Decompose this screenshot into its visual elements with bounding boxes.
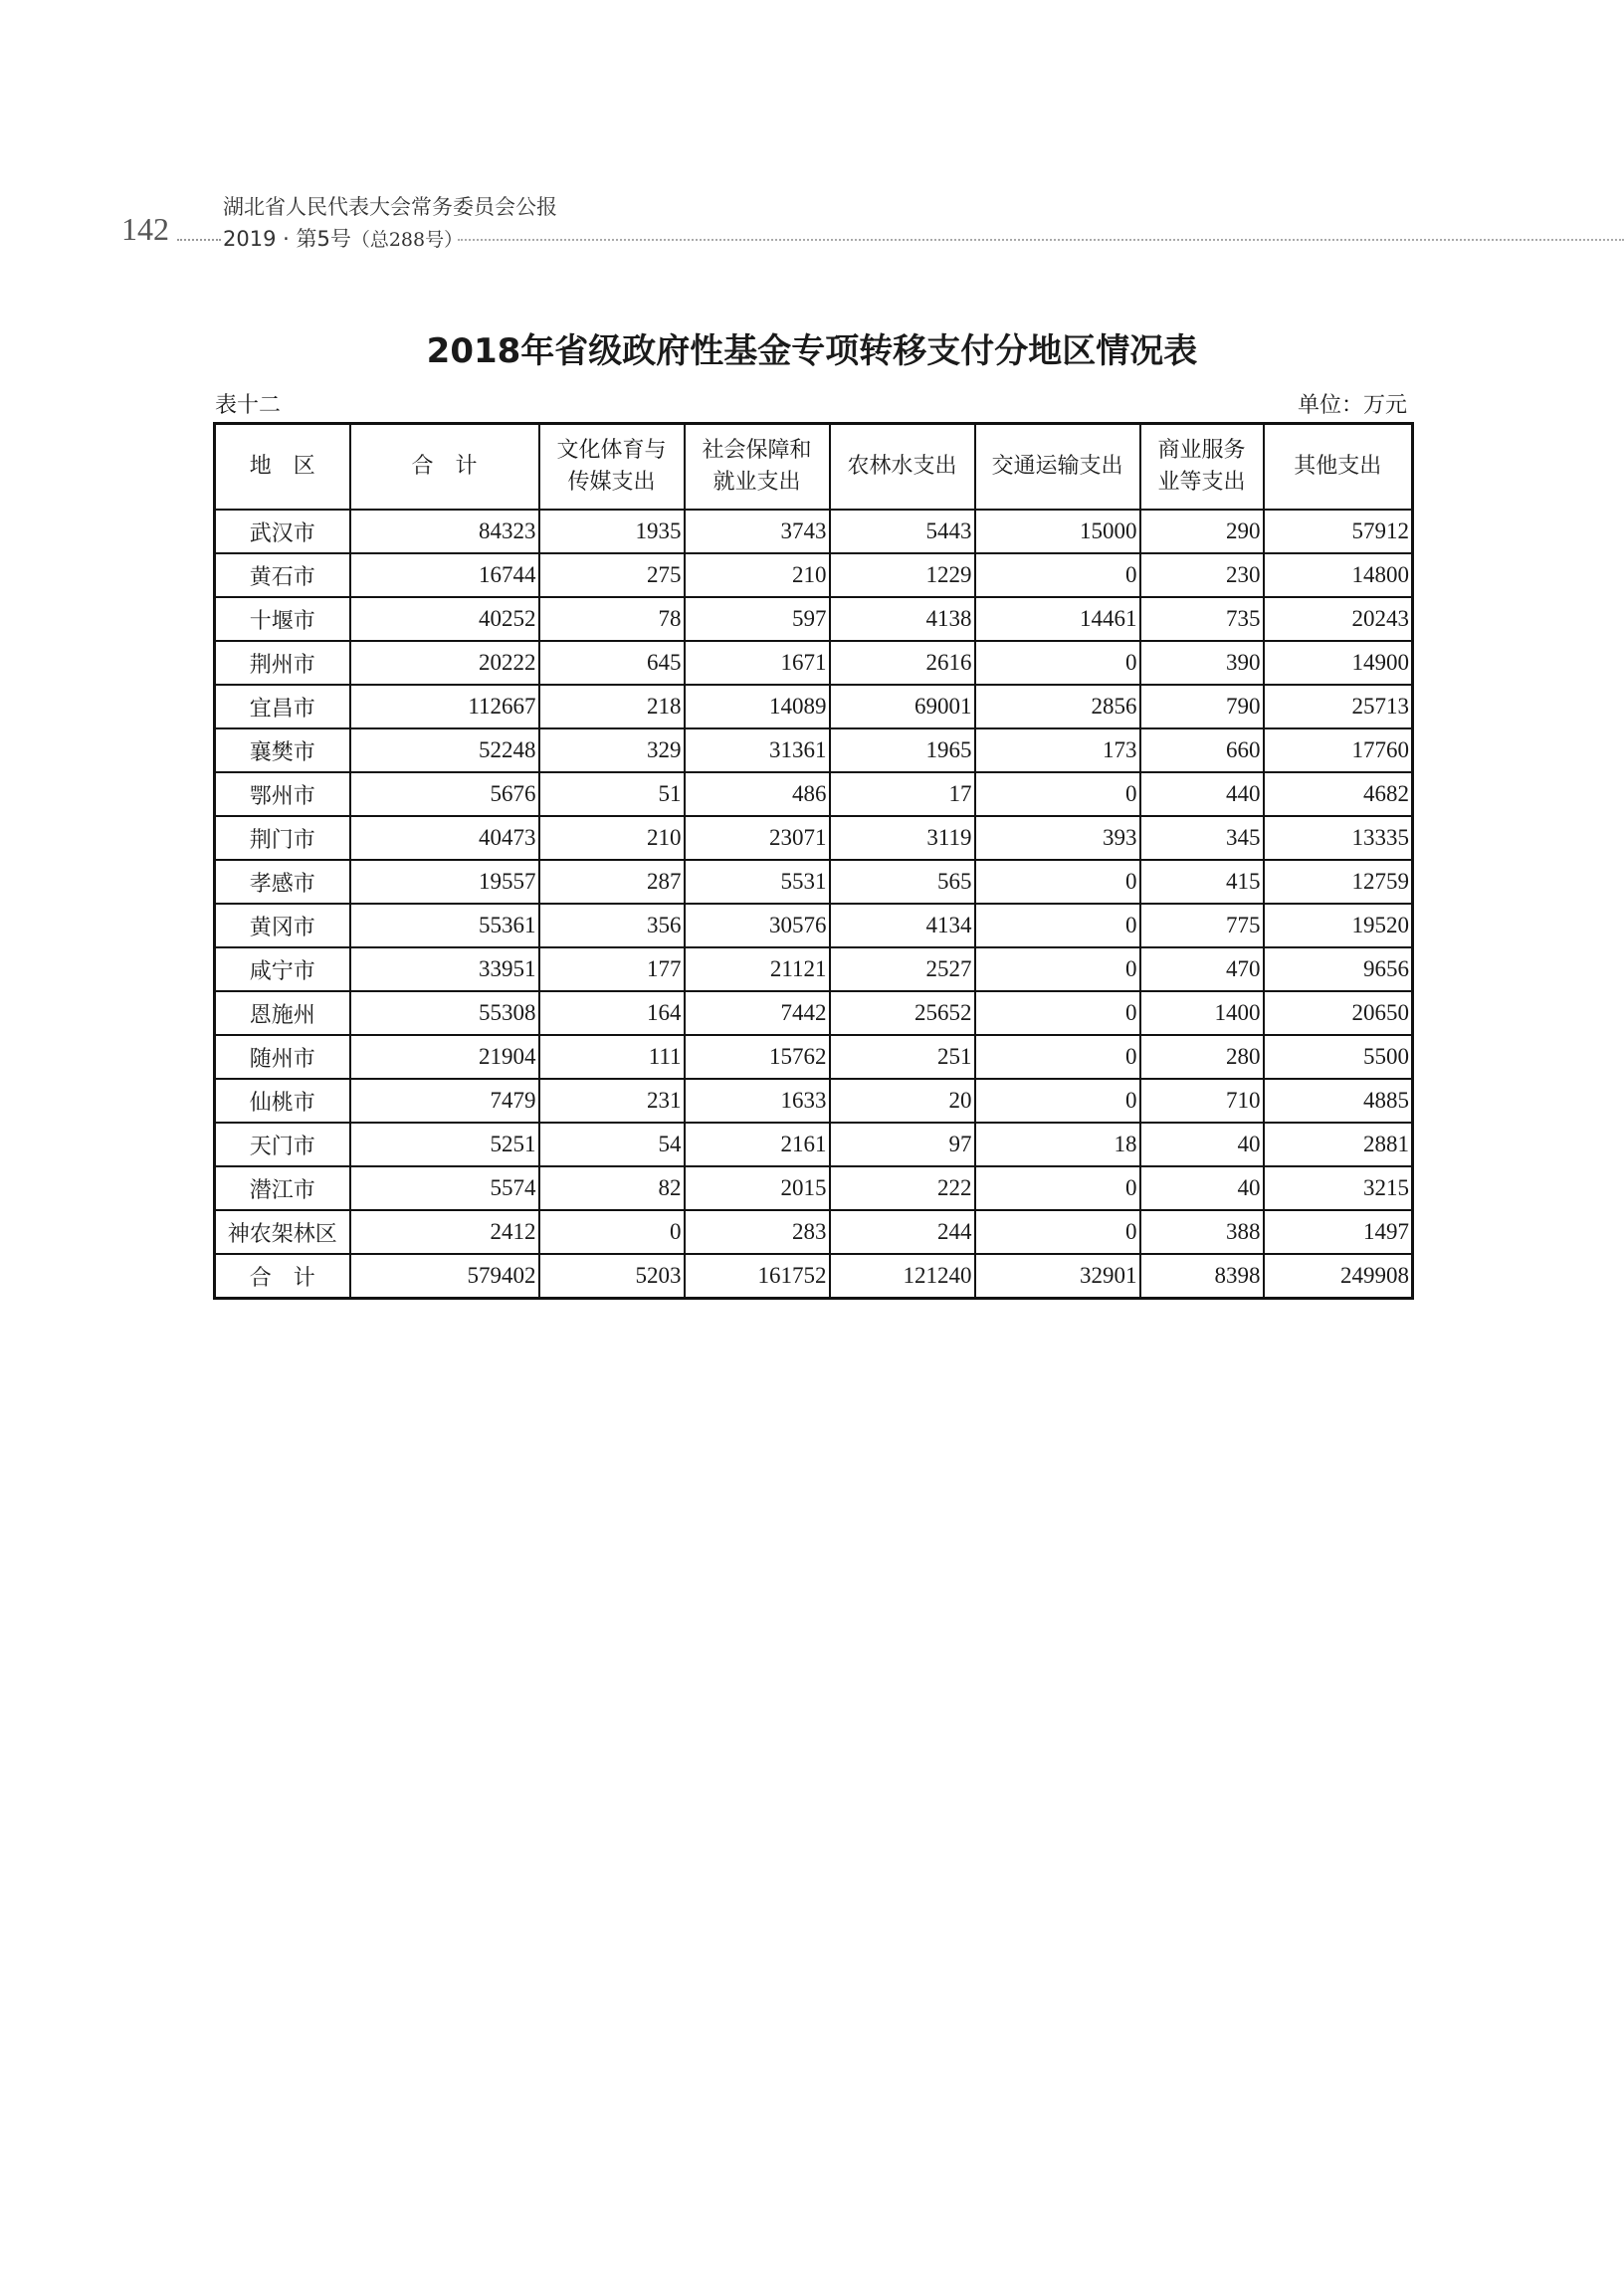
value-cell: 4885: [1264, 1079, 1413, 1123]
value-cell: 0: [539, 1210, 685, 1254]
table-body: [215, 510, 1413, 1299]
value-cell: 111: [539, 1035, 685, 1079]
value-cell: 222: [830, 1166, 975, 1210]
value-cell: 0: [975, 1079, 1140, 1123]
value-cell: 14089: [685, 685, 830, 728]
table-number: 表十二: [215, 393, 282, 418]
table-row: [215, 641, 1413, 685]
value-cell: 0: [975, 904, 1140, 947]
value-cell: 251: [830, 1035, 975, 1079]
value-cell: 51: [539, 772, 685, 816]
value-cell: 7479: [350, 1079, 539, 1123]
region-cell: 潜江市: [215, 1166, 350, 1210]
value-cell: 18: [975, 1123, 1140, 1166]
value-cell: 5500: [1264, 1035, 1413, 1079]
column-header: [1140, 424, 1264, 511]
value-cell: 230: [1140, 553, 1264, 597]
value-cell: 16744: [350, 553, 539, 597]
column-header-line: 社会保障和: [702, 438, 812, 463]
table-total-row: [215, 1254, 1413, 1299]
value-cell: 283: [685, 1210, 830, 1254]
value-cell: 17: [830, 772, 975, 816]
value-cell: 231: [539, 1079, 685, 1123]
table-header-row: [215, 424, 1413, 511]
region-cell: 武汉市: [215, 510, 350, 553]
column-header-line: 传媒支出: [567, 470, 656, 495]
value-cell: 2616: [830, 641, 975, 685]
value-cell: 3215: [1264, 1166, 1413, 1210]
value-cell: 1965: [830, 728, 975, 772]
value-cell: 32901: [975, 1254, 1140, 1299]
value-cell: 31361: [685, 728, 830, 772]
value-cell: 40473: [350, 816, 539, 860]
value-cell: 345: [1140, 816, 1264, 860]
value-cell: 775: [1140, 904, 1264, 947]
value-cell: 97: [830, 1123, 975, 1166]
table-row: [215, 728, 1413, 772]
value-cell: 40252: [350, 597, 539, 641]
table-row: [215, 553, 1413, 597]
value-cell: 9656: [1264, 947, 1413, 991]
value-cell: 40: [1140, 1123, 1264, 1166]
value-cell: 3743: [685, 510, 830, 553]
header-dotted-rule-left: [177, 239, 221, 241]
value-cell: 30576: [685, 904, 830, 947]
table-row: [215, 1035, 1413, 1079]
table-row: [215, 685, 1413, 728]
value-cell: 1497: [1264, 1210, 1413, 1254]
value-cell: 173: [975, 728, 1140, 772]
value-cell: 54: [539, 1123, 685, 1166]
region-cell: 合 计: [215, 1254, 350, 1299]
value-cell: 82: [539, 1166, 685, 1210]
issue-number: 2019 · 第5号: [223, 227, 351, 251]
value-cell: 112667: [350, 685, 539, 728]
value-cell: 5574: [350, 1166, 539, 1210]
value-cell: 5251: [350, 1123, 539, 1166]
value-cell: 280: [1140, 1035, 1264, 1079]
value-cell: 15762: [685, 1035, 830, 1079]
value-cell: 0: [975, 1210, 1140, 1254]
value-cell: 14461: [975, 597, 1140, 641]
header-dotted-rule-right: [458, 239, 1624, 241]
page-header: [0, 0, 1624, 259]
value-cell: 244: [830, 1210, 975, 1254]
table-row: [215, 510, 1413, 553]
column-header-line: 文化体育与: [556, 438, 667, 463]
value-cell: 645: [539, 641, 685, 685]
value-cell: 14800: [1264, 553, 1413, 597]
table-row: [215, 991, 1413, 1035]
value-cell: 23071: [685, 816, 830, 860]
region-cell: 宜昌市: [215, 685, 350, 728]
column-header-line: 地 区: [249, 454, 315, 479]
data-table: [213, 422, 1414, 1300]
table-row: [215, 772, 1413, 816]
value-cell: 1229: [830, 553, 975, 597]
value-cell: 8398: [1140, 1254, 1264, 1299]
value-cell: 20650: [1264, 991, 1413, 1035]
issue-line: [223, 223, 463, 253]
value-cell: 2015: [685, 1166, 830, 1210]
value-cell: 249908: [1264, 1254, 1413, 1299]
value-cell: 2881: [1264, 1123, 1413, 1166]
value-cell: 14900: [1264, 641, 1413, 685]
column-header: [215, 424, 350, 511]
table-row: [215, 947, 1413, 991]
region-cell: 黄石市: [215, 553, 350, 597]
region-cell: 荆州市: [215, 641, 350, 685]
value-cell: 40: [1140, 1166, 1264, 1210]
value-cell: 210: [539, 816, 685, 860]
value-cell: 579402: [350, 1254, 539, 1299]
value-cell: 0: [975, 991, 1140, 1035]
value-cell: 0: [975, 947, 1140, 991]
region-cell: 孝感市: [215, 860, 350, 904]
value-cell: 2412: [350, 1210, 539, 1254]
value-cell: 388: [1140, 1210, 1264, 1254]
value-cell: 121240: [830, 1254, 975, 1299]
value-cell: 19520: [1264, 904, 1413, 947]
value-cell: 0: [975, 1035, 1140, 1079]
table-row: [215, 597, 1413, 641]
column-header-line: 商业服务: [1157, 438, 1246, 463]
column-header-line: 就业支出: [712, 470, 801, 495]
value-cell: 17760: [1264, 728, 1413, 772]
value-cell: 356: [539, 904, 685, 947]
value-cell: 0: [975, 860, 1140, 904]
value-cell: 0: [975, 553, 1140, 597]
value-cell: 5443: [830, 510, 975, 553]
region-cell: 天门市: [215, 1123, 350, 1166]
region-cell: 仙桃市: [215, 1079, 350, 1123]
value-cell: 4138: [830, 597, 975, 641]
value-cell: 25713: [1264, 685, 1413, 728]
value-cell: 1633: [685, 1079, 830, 1123]
value-cell: 55361: [350, 904, 539, 947]
value-cell: 84323: [350, 510, 539, 553]
value-cell: 12759: [1264, 860, 1413, 904]
value-cell: 20222: [350, 641, 539, 685]
value-cell: 4134: [830, 904, 975, 947]
issue-total: （总288号）: [350, 229, 464, 251]
column-header: [830, 424, 975, 511]
value-cell: 161752: [685, 1254, 830, 1299]
table-row: [215, 1123, 1413, 1166]
value-cell: 2856: [975, 685, 1140, 728]
value-cell: 440: [1140, 772, 1264, 816]
column-header-line: 业等支出: [1157, 470, 1246, 495]
value-cell: 33951: [350, 947, 539, 991]
value-cell: 20: [830, 1079, 975, 1123]
value-cell: 210: [685, 553, 830, 597]
value-cell: 69001: [830, 685, 975, 728]
table-row: [215, 1210, 1413, 1254]
value-cell: 710: [1140, 1079, 1264, 1123]
value-cell: 660: [1140, 728, 1264, 772]
value-cell: 13335: [1264, 816, 1413, 860]
value-cell: 1935: [539, 510, 685, 553]
column-header: [350, 424, 539, 511]
value-cell: 2527: [830, 947, 975, 991]
value-cell: 5676: [350, 772, 539, 816]
value-cell: 287: [539, 860, 685, 904]
value-cell: 0: [975, 1166, 1140, 1210]
column-header: [1264, 424, 1413, 511]
value-cell: 390: [1140, 641, 1264, 685]
value-cell: 415: [1140, 860, 1264, 904]
column-header: [975, 424, 1140, 511]
value-cell: 19557: [350, 860, 539, 904]
value-cell: 52248: [350, 728, 539, 772]
value-cell: 275: [539, 553, 685, 597]
region-cell: 十堰市: [215, 597, 350, 641]
region-cell: 黄冈市: [215, 904, 350, 947]
value-cell: 1400: [1140, 991, 1264, 1035]
document-title: 2018年省级政府性基金专项转移支付分地区情况表: [426, 331, 1198, 371]
column-header: [539, 424, 685, 511]
value-cell: 597: [685, 597, 830, 641]
value-cell: 218: [539, 685, 685, 728]
value-cell: 790: [1140, 685, 1264, 728]
region-cell: 恩施州: [215, 991, 350, 1035]
column-header: [685, 424, 830, 511]
region-cell: 荆门市: [215, 816, 350, 860]
value-cell: 1671: [685, 641, 830, 685]
value-cell: 329: [539, 728, 685, 772]
value-cell: 3119: [830, 816, 975, 860]
value-cell: 177: [539, 947, 685, 991]
page-number: 142: [121, 211, 169, 247]
value-cell: 565: [830, 860, 975, 904]
value-cell: 15000: [975, 510, 1140, 553]
journal-title: 湖北省人民代表大会常务委员会公报: [223, 195, 557, 219]
table-row: [215, 816, 1413, 860]
region-cell: 襄樊市: [215, 728, 350, 772]
value-cell: 470: [1140, 947, 1264, 991]
value-cell: 393: [975, 816, 1140, 860]
column-header-line: 其他支出: [1294, 454, 1382, 479]
value-cell: 4682: [1264, 772, 1413, 816]
value-cell: 78: [539, 597, 685, 641]
unit-label: 单位：万元: [1297, 393, 1407, 418]
value-cell: 735: [1140, 597, 1264, 641]
value-cell: 5203: [539, 1254, 685, 1299]
column-header-line: 交通运输支出: [991, 454, 1123, 479]
value-cell: 164: [539, 991, 685, 1035]
value-cell: 290: [1140, 510, 1264, 553]
table-row: [215, 860, 1413, 904]
value-cell: 25652: [830, 991, 975, 1035]
region-cell: 咸宁市: [215, 947, 350, 991]
region-cell: 神农架林区: [215, 1210, 350, 1254]
value-cell: 21121: [685, 947, 830, 991]
table-row: [215, 1079, 1413, 1123]
value-cell: 2161: [685, 1123, 830, 1166]
value-cell: 0: [975, 772, 1140, 816]
region-cell: 鄂州市: [215, 772, 350, 816]
table-row: [215, 1166, 1413, 1210]
value-cell: 20243: [1264, 597, 1413, 641]
value-cell: 7442: [685, 991, 830, 1035]
value-cell: 57912: [1264, 510, 1413, 553]
value-cell: 21904: [350, 1035, 539, 1079]
value-cell: 0: [975, 641, 1140, 685]
column-header-line: 农林水支出: [847, 454, 957, 479]
value-cell: 486: [685, 772, 830, 816]
table-row: [215, 904, 1413, 947]
column-header-line: 合 计: [411, 454, 478, 479]
region-cell: 随州市: [215, 1035, 350, 1079]
value-cell: 55308: [350, 991, 539, 1035]
value-cell: 5531: [685, 860, 830, 904]
